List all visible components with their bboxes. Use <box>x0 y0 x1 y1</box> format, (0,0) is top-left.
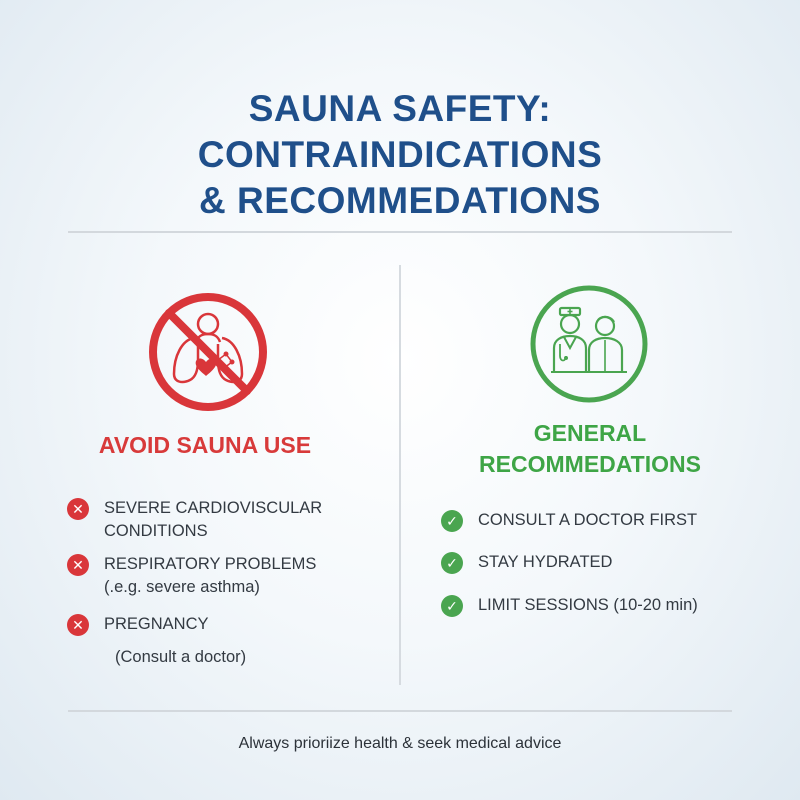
item-text-line: CONDITIONS <box>104 522 208 540</box>
footer-text: Always prioriize health & seek medical advice <box>238 735 562 752</box>
item-text-line: LIMIT SESSIONS (10-20 min) <box>478 596 698 614</box>
check-circle-icon: ✓ <box>441 510 463 532</box>
column-divider <box>399 265 401 685</box>
consult-note: (Consult a doctor) <box>115 648 247 666</box>
item-text-line: RESPIRATORY PROBLEMS <box>104 555 317 573</box>
doctor-patient-icon <box>527 282 651 406</box>
title-line-3: & RECOMMEDATIONS <box>199 180 601 221</box>
item-text-line: SEVERE CARDIOVISCULAR <box>104 499 323 517</box>
item-text-line: (.e.g. severe asthma) <box>104 578 260 596</box>
item-text-line: PREGNANCY <box>104 615 209 633</box>
list-item <box>67 497 322 543</box>
item-text-line: STAY HYDRATED <box>478 553 613 571</box>
list-item <box>441 551 612 574</box>
list-item <box>441 594 698 617</box>
x-circle-icon: ✕ <box>67 554 89 576</box>
no-sauna-heart-lungs-icon <box>146 290 270 414</box>
title-line-2: CONTRAINDICATIONS <box>197 134 603 175</box>
page-title <box>0 86 800 224</box>
x-circle-icon: ✕ <box>67 498 89 520</box>
x-circle-icon: ✕ <box>67 614 89 636</box>
top-divider <box>68 231 732 233</box>
avoid-heading: AVOID SAUNA USE <box>98 432 312 458</box>
title-line-1: SAUNA SAFETY: <box>248 88 552 129</box>
recommendations-heading <box>440 418 740 480</box>
item-text-line: CONSULT A DOCTOR FIRST <box>478 511 698 529</box>
recommendations-heading-line-1: GENERAL <box>533 420 647 446</box>
recommendations-heading-line-2: RECOMMEDATIONS <box>479 451 701 477</box>
bottom-divider <box>68 710 732 712</box>
list-item <box>67 553 316 599</box>
check-circle-icon: ✓ <box>441 595 463 617</box>
list-item <box>441 509 697 532</box>
list-item <box>67 613 209 636</box>
check-circle-icon: ✓ <box>441 552 463 574</box>
